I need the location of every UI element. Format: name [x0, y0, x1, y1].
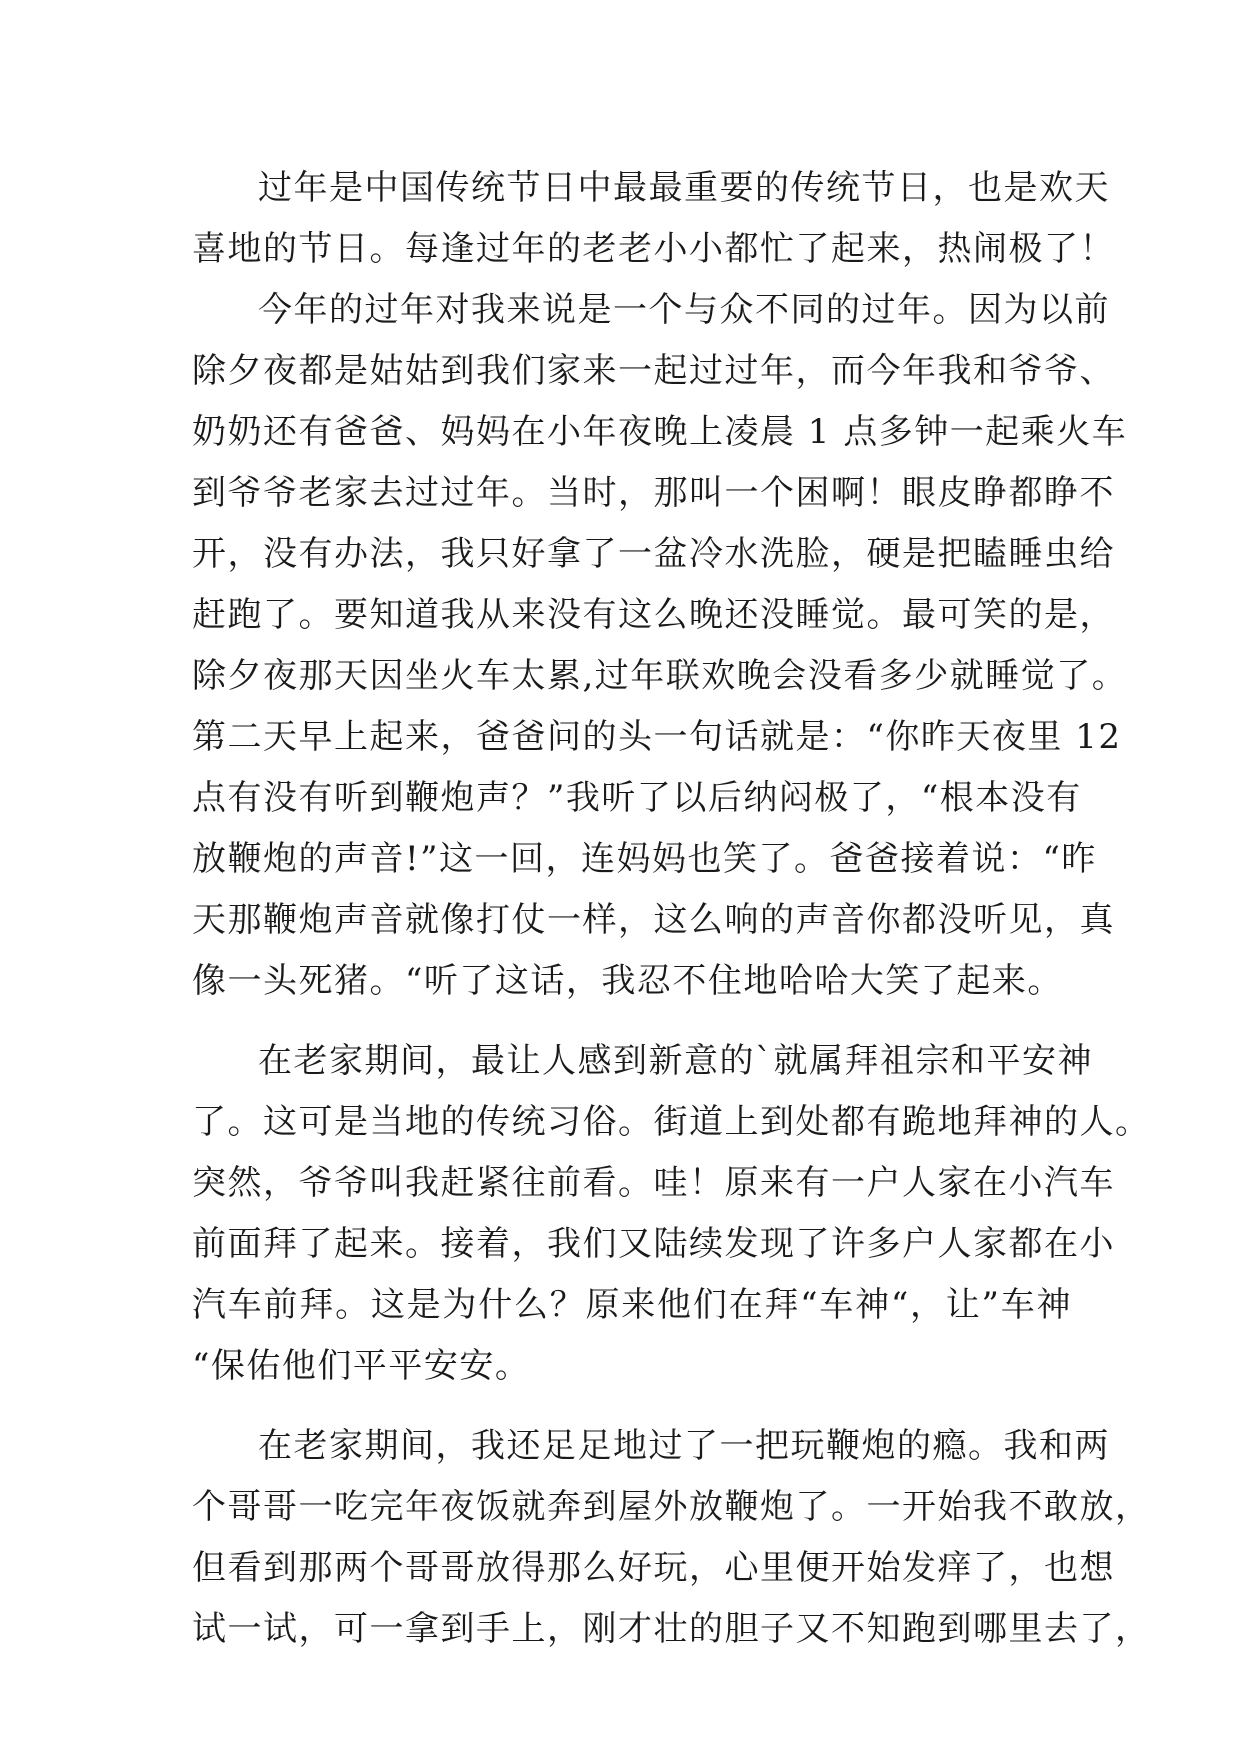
essay-body — [192, 158, 1151, 1660]
paragraph-line: 点有没有听到鞭炮声？”我听了以后纳闷极了，“根本没有 — [192, 778, 1082, 818]
paragraph-line: 喜地的节日。每逢过年的老老小小都忙了起来，热闹极了！ — [192, 229, 1115, 269]
paragraph-1 — [192, 158, 1115, 280]
paragraph-line: 试一试，可一拿到手上，刚才壮的胆子又不知跑到哪里去了， — [192, 1609, 1151, 1649]
paragraph-line: 除夕夜都是姑姑到我们家来一起过过年，而今年我和爷爷、 — [192, 351, 1115, 391]
paragraph-line: 像一头死猪。“听了这话，我忍不住地哈哈大笑了起来。 — [192, 961, 1063, 1001]
paragraph-line: 今年的过年对我来说是一个与众不同的过年。因为以前 — [258, 290, 1110, 330]
paragraph-line: 第二天早上起来，爸爸问的头一句话就是：“你昨天夜里 12 — [192, 717, 1122, 757]
paragraph-line: 天那鞭炮声音就像打仗一样，这么响的声音你都没听见，真 — [192, 900, 1115, 940]
paragraph-line: 过年是中国传统节日中最最重要的传统节日，也是欢天 — [258, 168, 1110, 208]
paragraph-line: 奶奶还有爸爸、妈妈在小年夜晚上凌晨 1 点多钟一起乘火车 — [192, 412, 1128, 452]
paragraph-line: 汽车前拜。这是为什么？原来他们在拜“车神“，让”车神 — [192, 1285, 1072, 1325]
paragraph-line: 在老家期间，我还足足地过了一把玩鞭炮的瘾。我和两 — [258, 1426, 1110, 1466]
paragraph-spacer — [192, 1397, 1072, 1416]
paragraph-line: 赶跑了。要知道我从来没有这么晚还没睡觉。最可笑的是， — [192, 595, 1115, 635]
paragraph-line: 开，没有办法，我只好拿了一盆冷水洗脸，硬是把瞌睡虫给 — [192, 534, 1115, 574]
paragraph-3 — [192, 1031, 1151, 1397]
paragraph-4 — [192, 1416, 1151, 1660]
paragraph-line: 突然，爷爷叫我赶紧往前看。哇！原来有一户人家在小汽车 — [192, 1163, 1115, 1203]
paragraph-line: 在老家期间，最让人感到新意的`就属拜祖宗和平安神 — [258, 1041, 1093, 1081]
paragraph-spacer — [192, 1012, 1072, 1031]
paragraph-line: 放鞭炮的声音!”这一回，连妈妈也笑了。爸爸接着说：“昨 — [192, 839, 1097, 879]
paragraph-line: 到爷爷老家去过过年。当时，那叫一个困啊！眼皮睁都睁不 — [192, 473, 1115, 513]
paragraph-line: 个哥哥一吃完年夜饭就奔到屋外放鞭炮了。一开始我不敢放， — [192, 1487, 1151, 1527]
paragraph-line: 了。这可是当地的传统习俗。街道上到处都有跪地拜神的人。 — [192, 1102, 1151, 1142]
paragraph-line: 但看到那两个哥哥放得那么好玩，心里便开始发痒了，也想 — [192, 1548, 1115, 1588]
paragraph-2 — [192, 280, 1128, 1012]
paragraph-line: 前面拜了起来。接着，我们又陆续发现了许多户人家都在小 — [192, 1224, 1115, 1264]
paragraph-line: “保佑他们平平安安。 — [192, 1346, 531, 1386]
paragraph-line: 除夕夜那天因坐火车太累,过年联欢晚会没看多少就睡觉了。 — [192, 656, 1128, 696]
